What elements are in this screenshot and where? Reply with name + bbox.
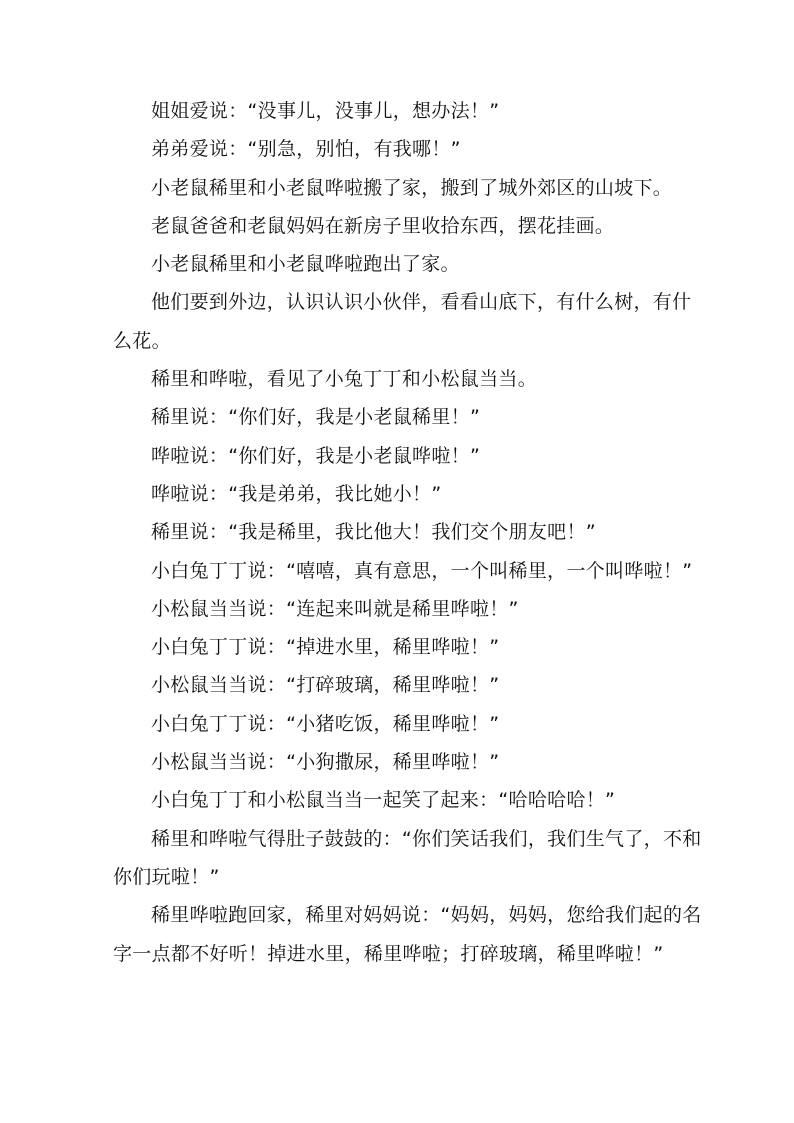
paragraph: 小白兔丁丁和小松鼠当当一起笑了起来：“哈哈哈哈！” bbox=[151, 789, 616, 812]
paragraph: 他们要到外边，认识认识小伙伴，看看山底下，有什么树，有什么花。 bbox=[113, 291, 692, 352]
story-text bbox=[113, 92, 703, 973]
paragraph: 哗啦说：“我是弟弟，我比她小！” bbox=[151, 482, 442, 505]
paragraph: 小白兔丁丁说：“小猪吃饭，稀里哗啦！” bbox=[151, 712, 500, 735]
paragraph: 稀里哗啦跑回家，稀里对妈妈说：“妈妈，妈妈，您给我们起的名字一点都不好听！掉进水里，稀里哗啦；打碎玻璃，稀里哗啦！” bbox=[113, 904, 702, 965]
paragraph: 稀里说：“你们好，我是小老鼠稀里！” bbox=[151, 406, 481, 429]
paragraph: 小老鼠稀里和小老鼠哗啦搬了家，搬到了城外郊区的山坡下。 bbox=[151, 176, 673, 199]
paragraph: 稀里和哗啦，看见了小兔丁丁和小松鼠当当。 bbox=[151, 368, 538, 391]
paragraph: 老鼠爸爸和老鼠妈妈在新房子里收拾东西，摆花挂画。 bbox=[151, 214, 615, 237]
paragraph: 小老鼠稀里和小老鼠哗啦跑出了家。 bbox=[151, 253, 460, 276]
paragraph: 小白兔丁丁说：“嘻嘻，真有意思，一个叫稀里，一个叫哗啦！” bbox=[151, 559, 693, 582]
paragraph: 小松鼠当当说：“打碎玻璃，稀里哗啦！” bbox=[151, 674, 500, 697]
paragraph: 哗啦说：“你们好，我是小老鼠哗啦！” bbox=[151, 444, 481, 467]
paragraph: 稀里说：“我是稀里，我比他大！我们交个朋友吧！” bbox=[151, 521, 596, 544]
paragraph: 小白兔丁丁说：“掉进水里，稀里哗啦！” bbox=[151, 636, 500, 659]
paragraph: 姐姐爱说：“没事儿，没事儿，想办法！” bbox=[151, 100, 500, 122]
paragraph: 弟弟爱说：“别急，别怕，有我哪！” bbox=[151, 138, 461, 161]
paragraph: 小松鼠当当说：“小狗撒尿，稀里哗啦！” bbox=[151, 751, 500, 774]
paragraph: 小松鼠当当说：“连起来叫就是稀里哗啦！” bbox=[151, 597, 519, 620]
paragraph: 稀里和哗啦气得肚子鼓鼓的：“你们笑话我们，我们生气了，不和你们玩啦！” bbox=[113, 827, 702, 888]
